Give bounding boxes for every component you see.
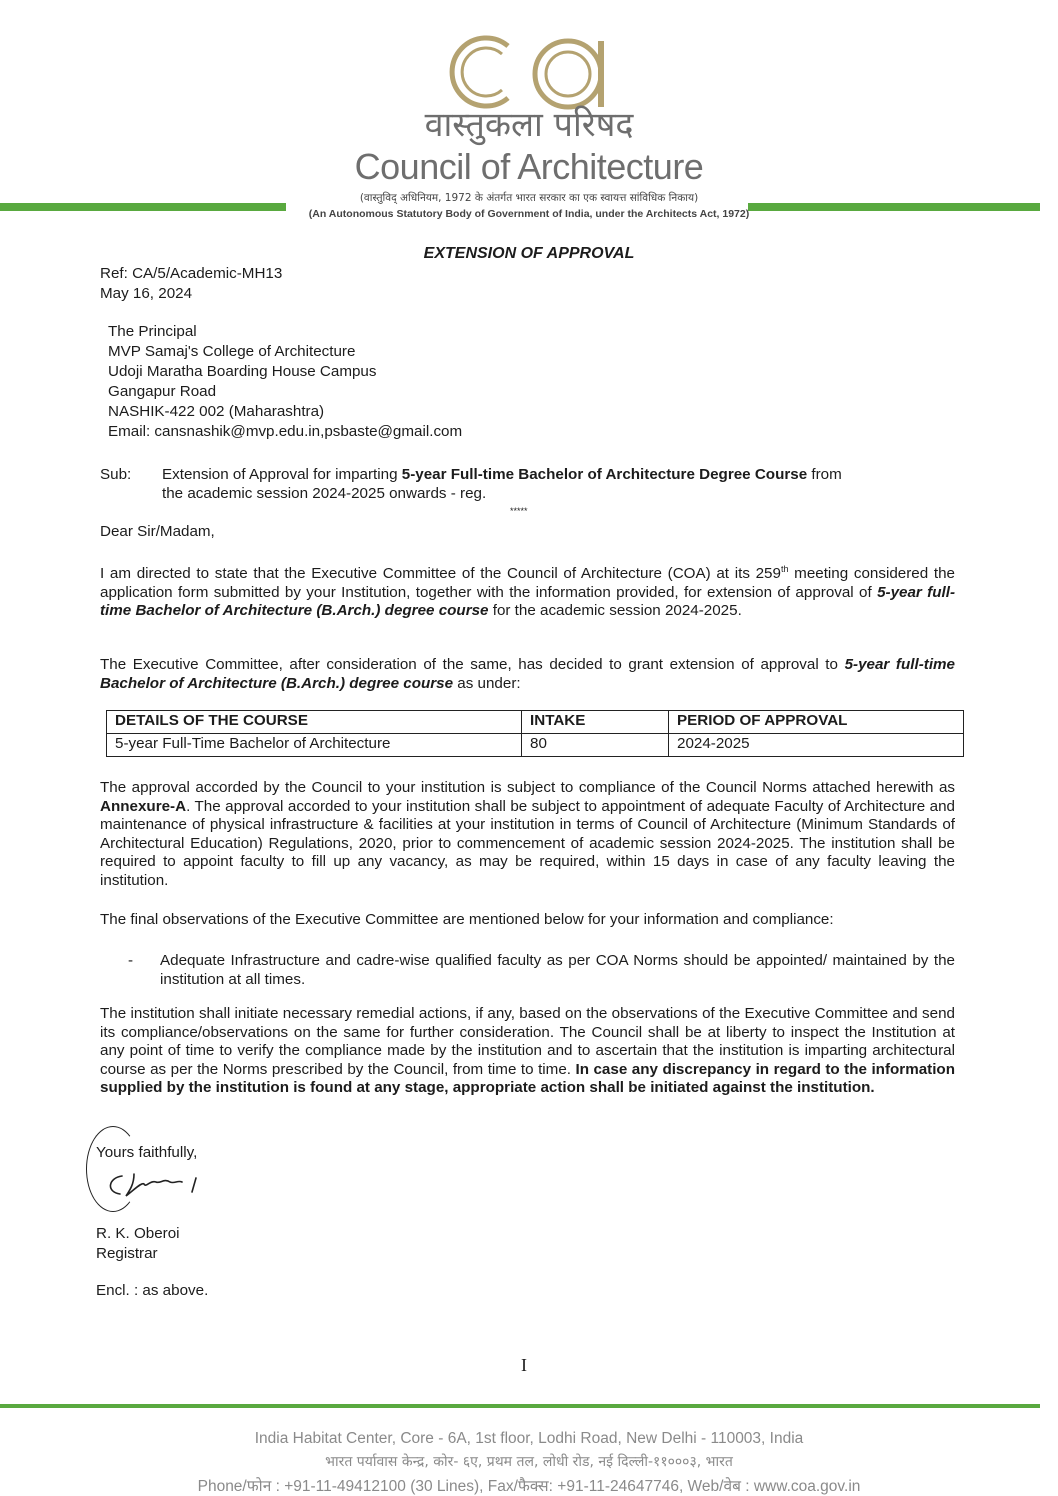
discrepancy-warning: In case any discrepancy in regard to the information supplied by the institution is found at any stage, appropriate action shall be initiated against the institution. (100, 1060, 955, 1096)
subject-part: the academic session 2024-2025 onwards - reg. (162, 484, 487, 502)
table-header-cell: INTAKE (522, 711, 669, 734)
subject-text (162, 466, 957, 503)
address-line: Udoji Maratha Boarding House Campus (108, 363, 377, 380)
address-line: MVP Samaj's College of Architecture (108, 343, 356, 360)
course-name-emphasis: 5-year full-time Bachelor of Architecture (B.Arch.) degree course (100, 656, 955, 692)
footer-address-hindi: भारत पर्यावास केन्द्र, कोर- ६ए, प्रथम तल, लोधी रोड, नई दिल्ली-११०००३, भारत (325, 1454, 733, 1470)
para-part: The institution shall initiate necessary remedial actions, if any, based on the observations of the Executive Committee and send its compliance/observations on the same for further consideration. The Council shall be at liberty to inspect the Institution at any point of time to verify the compliance made by the institution and to ascertain that the institution is imparting architectural course as per the Norms prescribed by the Council, from time to time. (100, 1005, 955, 1078)
para-part: for the academic session 2024-2025. (488, 602, 742, 620)
subject-course: 5-year Full-time Bachelor of Architecture Degree Course (401, 466, 808, 483)
address-line: NASHIK-422 002 (Maharashtra) (108, 403, 325, 420)
subject-label: Sub: (100, 466, 132, 483)
para-part: I am directed to state that the Executive Committee of the Council of Architecture (COA) at its 259 (100, 565, 781, 583)
table-cell: 2024-2025 (669, 734, 964, 757)
paragraph-conditions (100, 779, 955, 890)
subtitle-hindi: (वास्तुविद् अधिनियम, 1972 के अंतर्गत भारत सरकार का एक स्वायत्त सांविधिक निकाय) (359, 192, 699, 204)
page-number: I (521, 1355, 527, 1375)
superscript: th (780, 564, 789, 574)
observation-item: Adequate Infrastructure and cadre-wise qualified faculty as per COA Norms should be appointed/ maintained by the institution at all times. (160, 952, 955, 988)
document-title: EXTENSION OF APPROVAL (423, 245, 635, 262)
table-cell: 5-year Full-Time Bachelor of Architecture (107, 734, 522, 757)
address-line: The Principal (108, 323, 197, 340)
subject-part: Extension of Approval for imparting (162, 466, 402, 483)
paragraph-approval-intro (100, 560, 955, 621)
footer-rule (0, 1404, 1040, 1408)
course-name-emphasis: 5-year full-time Bachelor of Architecture (B.Arch.) degree course (100, 583, 955, 620)
annexure-reference: Annexure-A (100, 797, 187, 815)
enclosure-note: Encl. : as above. (96, 1282, 209, 1299)
paragraph-decision (100, 656, 955, 693)
recipient-address (108, 322, 462, 442)
course-approval-table (106, 710, 964, 757)
table-header-cell: DETAILS OF THE COURSE (107, 711, 522, 734)
footer-contact: Phone/फोन : +91-11-49412100 (30 Lines), Fax/फैक्स: +91-11-24647746, Web/वेब : www.coa.gov.in (197, 1478, 861, 1495)
salutation: Dear Sir/Madam, (100, 523, 215, 540)
paragraph-observations-intro: The final observations of the Executive Committee are mentioned below for your information and compliance: (100, 911, 834, 928)
email-line: Email: cansnashik@mvp.edu.in,psbaste@gmail.com (108, 423, 463, 440)
subject-part: from (807, 466, 842, 483)
subtitle-english: (An Autonomous Statutory Body of Government of India, under the Architects Act, 1972) (308, 208, 750, 220)
table-row (107, 734, 964, 757)
bullet-dash: - (128, 952, 134, 969)
closing: Yours faithfully, (96, 1144, 198, 1161)
signature-icon (100, 1168, 220, 1208)
signatory-title: Registrar (96, 1245, 158, 1262)
address-line: Gangapur Road (108, 383, 217, 400)
paragraph-remedial-actions (100, 1005, 955, 1098)
subject-stars: ***** (510, 506, 528, 516)
para-part: The approval accorded by the Council to your institution is subject to compliance of the Council Norms attached herewith as (100, 779, 955, 796)
letter-date: May 16, 2024 (100, 285, 193, 302)
para-part: . The approval accorded to your institution shall be subject to appointment of adequate Faculty of Architecture and maintenance of physical infrastructure & facilities at your institution in terms of Council of Architecture (Minimum Standards of Architectural Education) Regulations, 2020, prior to commencement of academic session 2024-2025. The institution shall be required to appoint faculty to fill up any vacancy, as may be required, within 15 days in case of any faculty leaving the institution. (100, 797, 955, 889)
table-header-cell: PERIOD OF APPROVAL (669, 711, 964, 734)
footer-address-english: India Habitat Center, Core - 6A, 1st floor, Lodhi Road, New Delhi - 110003, India (254, 1430, 804, 1447)
table-cell: 80 (522, 734, 669, 757)
para-part: The Executive Committee, after consideration of the same, has decided to grant extension of approval to (100, 656, 845, 673)
para-part: as under: (453, 674, 521, 692)
org-name-english: Council of Architecture (354, 146, 704, 187)
para-part: meeting considered the application form submitted by your Institution, together with the information provided, for extension of approval of (100, 565, 955, 601)
reference-number: Ref: CA/5/Academic-MH13 (100, 265, 283, 282)
table-header-row (107, 711, 964, 734)
org-name-hindi: वास्तुकला परिषद (424, 105, 634, 145)
signatory-name: R. K. Oberoi (96, 1225, 180, 1242)
